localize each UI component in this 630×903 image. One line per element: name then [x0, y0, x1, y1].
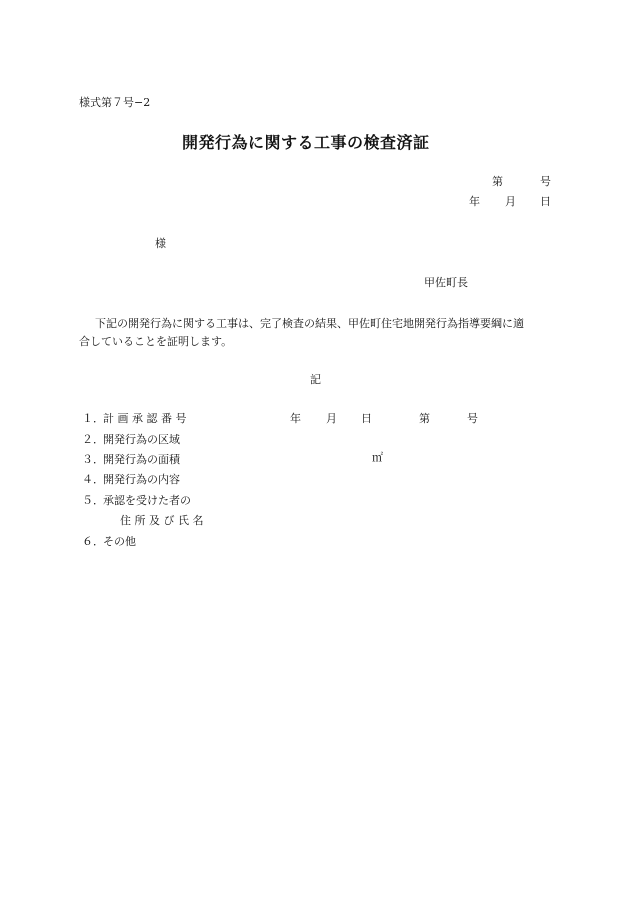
item-1-year: 年 — [290, 412, 301, 425]
item-1-day: 日 — [361, 412, 372, 425]
item-3-unit: ㎡ — [372, 451, 383, 464]
body-line-1: 下記の開発行為に関する工事は、完了検査の結果、甲佐町住宅地開発行為指導要綱に適 — [95, 317, 524, 330]
ki-heading: 記 — [310, 373, 321, 386]
item-1-no-prefix: 第 — [419, 412, 430, 425]
item-3-num: ３． — [82, 453, 104, 466]
item-1-label: 計 画 承 認 番 号 — [103, 412, 187, 425]
body-line-2: 合していることを証明します。 — [79, 335, 233, 348]
item-1-no-suffix: 号 — [467, 412, 478, 425]
item-1-month: 月 — [326, 412, 337, 425]
item-6-label: その他 — [103, 535, 136, 548]
item-5-label: 承認を受けた者の — [103, 494, 191, 507]
item-2-num: ２． — [82, 433, 104, 446]
item-4-num: ４． — [82, 473, 104, 486]
issuer: 甲佐町長 — [424, 276, 468, 289]
document-title: 開発行為に関する工事の検査済証 — [182, 133, 430, 152]
item-2-label: 開発行為の区域 — [103, 433, 180, 446]
doc-number-suffix: 号 — [540, 175, 551, 188]
date-day: 日 — [540, 195, 551, 208]
item-3-label: 開発行為の面積 — [103, 453, 180, 466]
item-1-num: １． — [82, 412, 104, 425]
date-year: 年 — [469, 195, 480, 208]
addressee-suffix: 様 — [155, 237, 166, 250]
form-number: 様式第７号−2 — [79, 96, 151, 109]
item-4-label: 開発行為の内容 — [103, 473, 180, 486]
date-month: 月 — [505, 195, 516, 208]
item-5-label-2: 住 所 及 び 氏 名 — [120, 514, 204, 527]
item-6-num: ６． — [82, 535, 104, 548]
item-5-num: ５． — [82, 494, 104, 507]
doc-number-prefix: 第 — [492, 175, 503, 188]
